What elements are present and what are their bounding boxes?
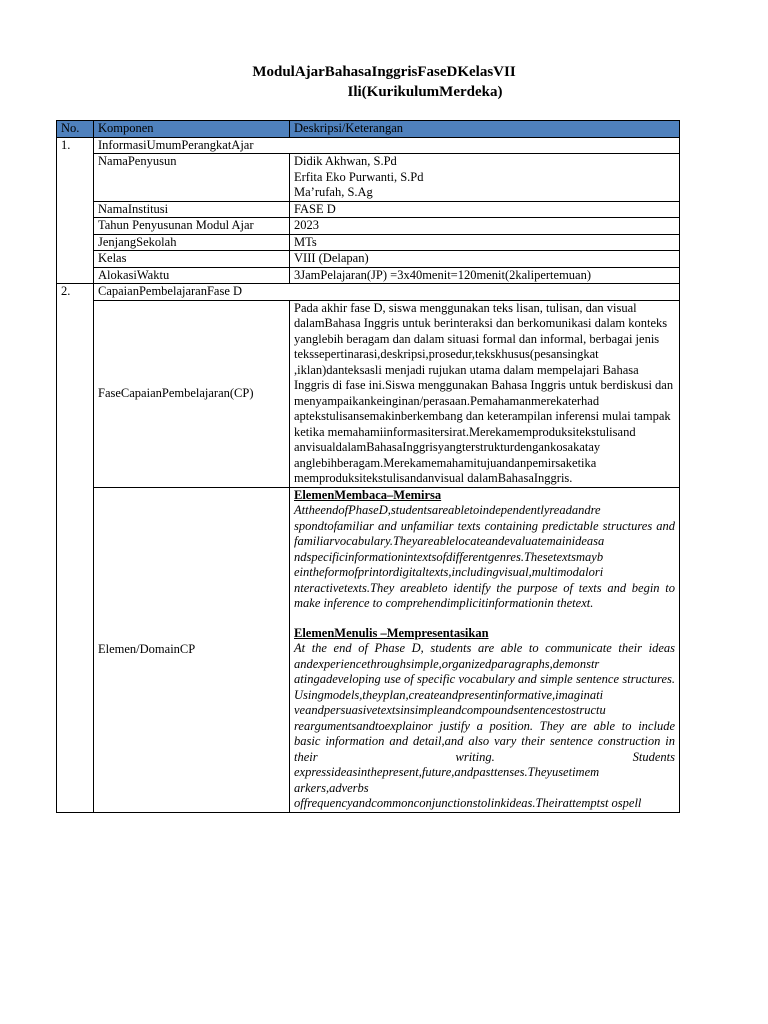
table-row [57, 300, 680, 487]
row-value-tahun-penyusunan: 2023 [290, 218, 680, 235]
section-1-row [57, 137, 680, 154]
row-value-elemen-domain [290, 487, 680, 812]
header-komponen: Komponen [94, 121, 290, 138]
penyusun-3: Ma’rufah, S.Ag [294, 185, 373, 199]
table-row [57, 267, 680, 284]
elemen-membaca-heading: ElemenMembaca–Memirsa [294, 487, 442, 502]
elemen-menulis-text: At the end of Phase D, students are able to communicate their ideas andexperiencethroughsimple,organizedparagraphs,demonstr atingadeveloping use of specific vocabulary and simple sentence structures. Usingmodels,theyplan,createandpresentinformative,imaginati veandpersuasivetextsinsimpleandcompoundsentencestostructu reargumentsandtoexplainor justify a position. They are able to include basic information and detail,and also vary their sentence construction in their writing. Students expressideasinthepresent,future,andpasttenses.Theyusetimem arkers,adverbs offrequencyandcommonconjunctionstolinkideas.Theirattemptst ospell [294, 641, 675, 810]
penyusun-2: Erfita Eko Purwanti, S.Pd [294, 169, 424, 184]
row-label-nama-penyusun: NamaPenyusun [94, 154, 290, 202]
row-value-nama-institusi: FASE D [290, 201, 680, 218]
row-value-jenjang-sekolah: MTs [290, 234, 680, 251]
row-label-nama-institusi: NamaInstitusi [94, 201, 290, 218]
table-row [57, 234, 680, 251]
table-row [57, 201, 680, 218]
table-row [57, 218, 680, 235]
document-title [0, 62, 768, 102]
row-value-alokasi-waktu: 3JamPelajaran(JP) =3x40menit=120menit(2kalipertemuan) [290, 267, 680, 284]
row-label-fase-cp: FaseCapaianPembelajaran(CP) [94, 300, 290, 487]
header-no: No. [57, 121, 94, 138]
row-value-kelas: VIII (Delapan) [290, 251, 680, 268]
table-row [57, 251, 680, 268]
table-row [57, 154, 680, 202]
elemen-membaca-text: AttheendofPhaseD,studentsareabletoindependentlyreadandre spondtofamiliar and unfamiliar texts containing predictable structures and familiarvocabulary.Theyareablelocateandevaluatemainideasa ndspecificinformationintextsofdifferentgenres.Thesetextsmayb eintheformofprintordigitaltexts,includingvisual,multimodalori nteractivetexts.They areableto identify the purpose of texts and begin to make inference to comprehendimplicitinformationin thetext. [294, 503, 675, 610]
title-line-2: Ili(KurikulumMerdeka) [347, 84, 503, 100]
table-row [57, 487, 680, 812]
header-deskripsi: Deskripsi/Keterangan [290, 121, 680, 138]
row-label-elemen-domain: Elemen/DomainCP [94, 487, 290, 812]
elemen-menulis-heading: ElemenMenulis –Mempresentasikan [294, 625, 489, 640]
spacer [294, 612, 675, 626]
title-line-1: ModulAjarBahasaInggrisFaseDKelasVII [252, 64, 516, 80]
row-value-fase-cp: Pada akhir fase D, siswa menggunakan teks lisan, tulisan, dan visual dalamBahasa Inggris untuk berinteraksi dan berkomunikasi dalam konteks yanglebih beragam dan dalam situasi formal dan informal, berbagai jenis tekssepertinarasi,deskripsi,prosedur,tekskhusus(pesansingkat ,iklan)danteksasli menjadi rujukan utama dalam mempelajari Bahasa Inggris di fase ini.Siswa menggunakan Bahasa Inggris untuk berdiskusi dan menyampaikankeinginan/perasaan.Pemahamanmerekaterhad aptekstulisansemakinberkembang dan keterampilan inferensi mulai tampak ketika memahamiinformasitersirat.Merekamemproduksitekstulisand anvisualdalamBahasaInggrisyangterstrukturdengankosakatay anglebihberagam.Merekamemahamitujuandanpemirsaketika memproduksitekstulisandanvisual dalamBahasaInggris. [290, 300, 680, 487]
row-label-kelas: Kelas [94, 251, 290, 268]
section-1-number: 1. [57, 137, 94, 284]
penyusun-1: Didik Akhwan, S.Pd [294, 154, 397, 168]
section-2-title: CapaianPembelajaranFase D [94, 284, 680, 301]
table-header-row [57, 121, 680, 138]
module-table [56, 120, 680, 813]
row-label-jenjang-sekolah: JenjangSekolah [94, 234, 290, 251]
row-label-tahun-penyusunan: Tahun Penyusunan Modul Ajar [94, 218, 290, 235]
row-label-alokasi-waktu: AlokasiWaktu [94, 267, 290, 284]
section-2-number: 2. [57, 284, 94, 813]
section-2-row [57, 284, 680, 301]
section-1-title: InformasiUmumPerangkatAjar [94, 137, 680, 154]
row-value-nama-penyusun [290, 154, 680, 202]
